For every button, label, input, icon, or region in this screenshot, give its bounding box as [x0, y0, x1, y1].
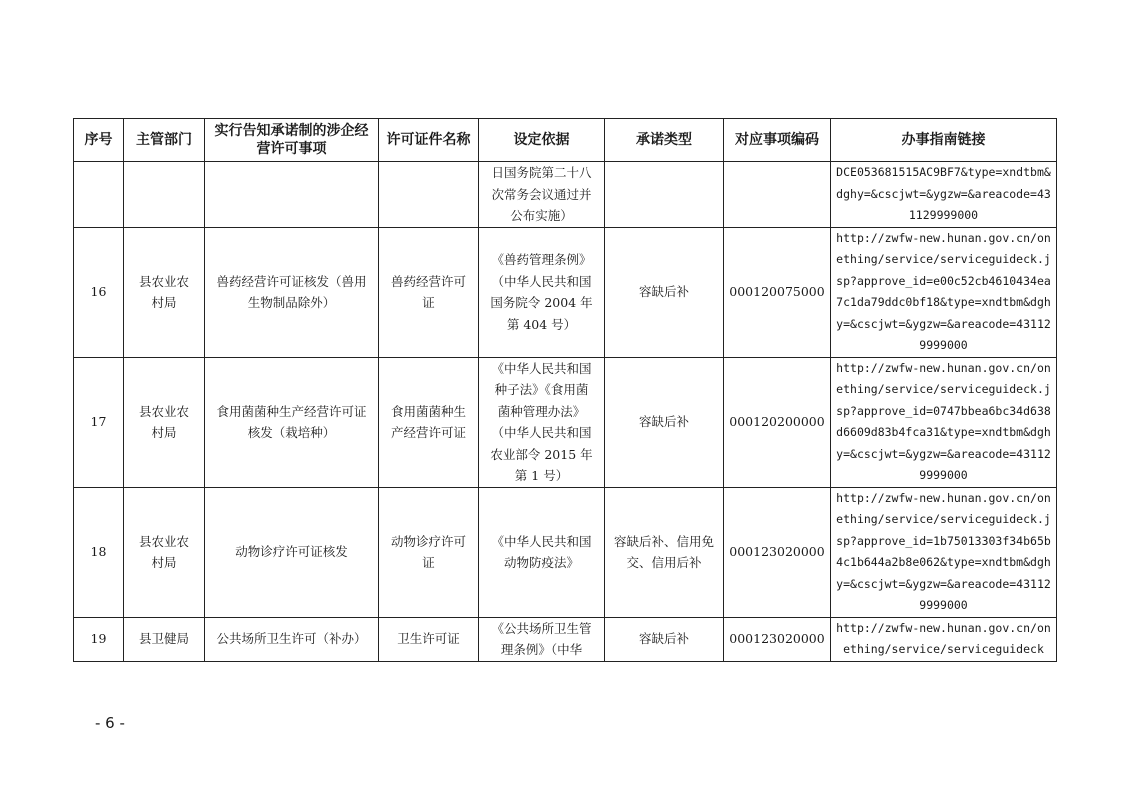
cell-no: 19	[74, 617, 124, 661]
cell-link[interactable]: http://zwfw-new.hunan.gov.cn/onething/service/serviceguideck.jsp?approve_id=e00c52cb4610434ea7c1da79ddc0bf18&type=xndtbm&dghy=&cscjwt=&ygzw=&areacode=431129999000	[831, 227, 1057, 357]
cell-dept	[124, 162, 205, 228]
cell-license: 动物诊疗许可证	[379, 487, 479, 617]
cell-item: 动物诊疗许可证核发	[205, 487, 379, 617]
cell-code: 000123020000	[724, 617, 831, 661]
table-row	[74, 617, 1057, 661]
cell-dept: 县农业农村局	[124, 227, 205, 357]
cell-item: 食用菌菌种生产经营许可证核发（栽培种）	[205, 357, 379, 487]
cell-no: 17	[74, 357, 124, 487]
cell-dept: 县农业农村局	[124, 487, 205, 617]
cell-no	[74, 162, 124, 228]
cell-no: 18	[74, 487, 124, 617]
cell-dept: 县农业农村局	[124, 357, 205, 487]
table-header-row	[74, 119, 1057, 162]
cell-no: 16	[74, 227, 124, 357]
cell-code	[724, 162, 831, 228]
cell-item: 兽药经营许可证核发（兽用生物制品除外）	[205, 227, 379, 357]
cell-basis: 《兽药管理条例》（中华人民共和国国务院令 2004 年第 404 号）	[479, 227, 605, 357]
cell-license: 兽药经营许可证	[379, 227, 479, 357]
cell-license	[379, 162, 479, 228]
cell-basis: 日国务院第二十八次常务会议通过并公布实施）	[479, 162, 605, 228]
cell-link[interactable]: http://zwfw-new.hunan.gov.cn/onething/service/serviceguideck.jsp?approve_id=1b75013303f34b65b4c1b644a2b8e062&type=xndtbm&dghy=&cscjwt=&ygzw=&areacode=431129999000	[831, 487, 1057, 617]
header-type: 承诺类型	[605, 119, 724, 162]
cell-link[interactable]: http://zwfw-new.hunan.gov.cn/onething/service/serviceguideck.jsp?approve_id=0747bbea6bc34d638d6609d83b4fca31&type=xndtbm&dghy=&cscjwt=&ygzw=&areacode=431129999000	[831, 357, 1057, 487]
cell-type: 容缺后补、信用免交、信用后补	[605, 487, 724, 617]
table-row	[74, 162, 1057, 228]
header-item: 实行告知承诺制的涉企经营许可事项	[205, 119, 379, 162]
header-link: 办事指南链接	[831, 119, 1057, 162]
cell-type: 容缺后补	[605, 357, 724, 487]
cell-type: 容缺后补	[605, 617, 724, 661]
header-code: 对应事项编码	[724, 119, 831, 162]
cell-license: 卫生许可证	[379, 617, 479, 661]
cell-basis: 《中华人民共和国种子法》《食用菌菌种管理办法》（中华人民共和国农业部令 2015 年第 1 号）	[479, 357, 605, 487]
cell-link[interactable]: http://zwfw-new.hunan.gov.cn/onething/service/serviceguideck	[831, 617, 1057, 661]
cell-code: 000120200000	[724, 357, 831, 487]
page-number: - 6 -	[95, 714, 125, 732]
header-basis: 设定依据	[479, 119, 605, 162]
cell-code: 000120075000	[724, 227, 831, 357]
cell-basis: 《中华人民共和国动物防疫法》	[479, 487, 605, 617]
cell-item	[205, 162, 379, 228]
table-row	[74, 357, 1057, 487]
header-no: 序号	[74, 119, 124, 162]
table-row	[74, 227, 1057, 357]
cell-code: 000123020000	[724, 487, 831, 617]
cell-link[interactable]: DCE053681515AC9BF7&type=xndtbm&dghy=&cscjwt=&ygzw=&areacode=431129999000	[831, 162, 1057, 228]
cell-type	[605, 162, 724, 228]
cell-item: 公共场所卫生许可（补办）	[205, 617, 379, 661]
header-license: 许可证件名称	[379, 119, 479, 162]
cell-license: 食用菌菌种生产经营许可证	[379, 357, 479, 487]
cell-type: 容缺后补	[605, 227, 724, 357]
license-table	[73, 118, 1057, 662]
table-row	[74, 487, 1057, 617]
header-dept: 主管部门	[124, 119, 205, 162]
cell-dept: 县卫健局	[124, 617, 205, 661]
cell-basis: 《公共场所卫生管理条例》（中华	[479, 617, 605, 661]
